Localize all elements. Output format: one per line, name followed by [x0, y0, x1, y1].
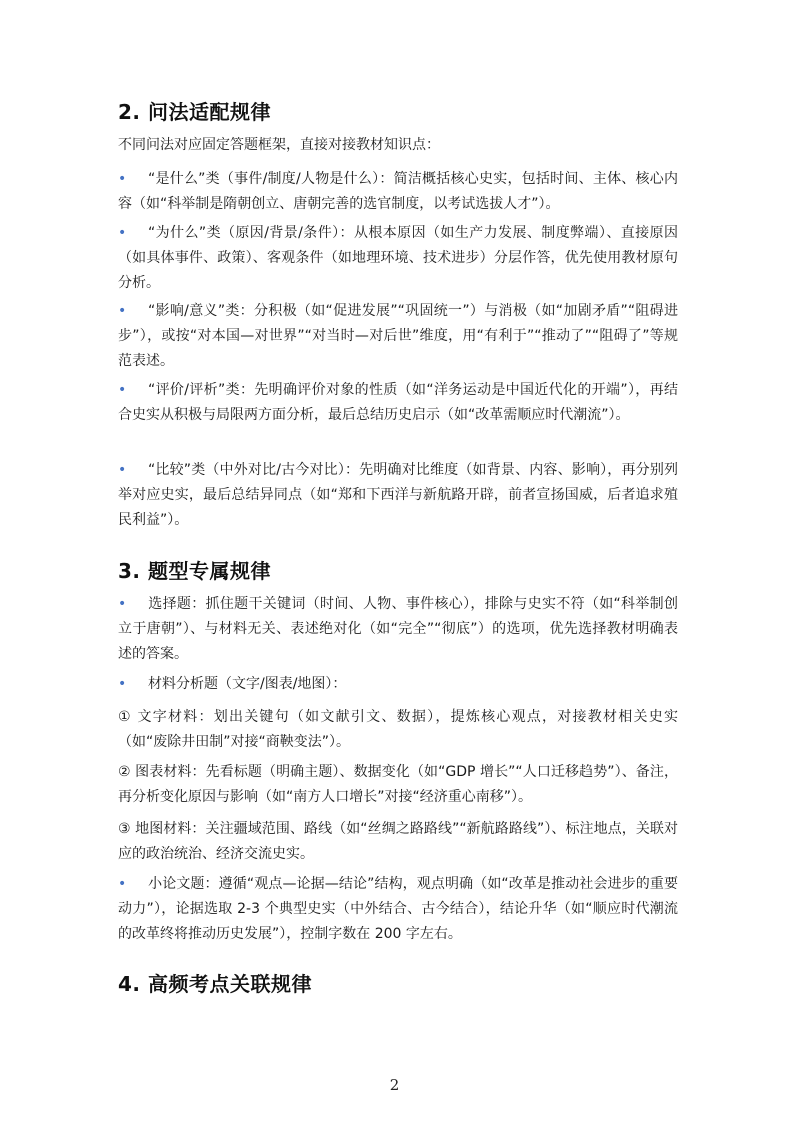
- bullet-icon: •: [118, 876, 127, 892]
- bullet-icon: •: [118, 382, 127, 398]
- section-heading-3: 3. 题型专属规律: [118, 559, 271, 583]
- list-item-text: “为什么”类（原因/背景/条件）：从根本原因（如生产力发展、制度弊端）、直接原因（如具体事件、政策）、客观条件（如地理环境、技术进步）分层作答，优先使用教材原句分析。: [118, 225, 678, 291]
- section-2-intro: 不同问法对应固定答题框架，直接对接教材知识点：: [118, 137, 440, 153]
- bullet-icon: •: [118, 171, 127, 187]
- list-item-text: 选择题：抓住题干关键词（时间、人物、事件核心），排除与史实不符（如“科举制创立于唐朝”）、与材料无关、表述绝对化（如“完全”“彻底”）的选项，优先选择教材明确表述的答案。: [118, 596, 678, 662]
- list-item-text: “是什么”类（事件/制度/人物是什么）：简洁概括核心史实，包括时间、主体、核心内容（如“科举制是隋朝创立、唐朝完善的选官制度，以考试选拔人才”）。: [118, 171, 678, 212]
- bullet-icon: •: [118, 596, 127, 612]
- page-number: 2: [389, 1076, 400, 1094]
- list-item-text: “影响/意义”类：分积极（如“促进发展”“巩固统一”）与消极（如“加剧矛盾”“阻碍进步”），或按“对本国—对世界”“对当时—对后世”维度，用“有利于”“推动了”“阻碍了”等规范表述。: [118, 303, 678, 369]
- bullet-icon: •: [118, 676, 127, 692]
- list-item-text: “评价/评析”类：先明确评价对象的性质（如“洋务运动是中国近代化的开端”），再结合史实从积极与局限两方面分析，最后总结历史启示（如“改革需顺应时代潮流”）。: [118, 382, 678, 423]
- bullet-icon: •: [118, 225, 127, 241]
- list-item: [118, 221, 678, 296]
- numbered-item: ① 文字材料：划出关键句（如文献引文、数据），提炼核心观点，对接教材相关史实（如“废除井田制”对接“商鞅变法”）。: [118, 709, 678, 750]
- list-item: [118, 378, 678, 428]
- numbered-item: ③ 地图材料：关注疆域范围、路线（如“丝绸之路路线”“新航路路线”）、标注地点，关联对应的政治统治、经济交流史实。: [118, 821, 678, 862]
- section-heading-4: 4. 高频考点关联规律: [118, 972, 312, 996]
- bullet-icon: •: [118, 462, 127, 478]
- list-item: [118, 672, 678, 697]
- list-item-text: 小论文题：遵循“观点—论据—结论”结构，观点明确（如“改革是推动社会进步的重要动力”），论据选取 2-3 个典型史实（中外结合、古今结合），结论升华（如“顺应时代潮流的改革终将推动历史发展”），控制字数在 200 字左右。: [118, 876, 678, 942]
- list-item: [118, 458, 678, 533]
- list-item: [118, 167, 678, 217]
- list-item: [118, 872, 678, 947]
- list-item-text: “比较”类（中外对比/古今对比）：先明确对比维度（如背景、内容、影响），再分别列举对应史实，最后总结异同点（如“郑和下西洋与新航路开辟，前者宣扬国威，后者追求殖民利益”）。: [118, 462, 678, 528]
- section-heading-2: 2. 问法适配规律: [118, 100, 271, 124]
- numbered-item: ② 图表材料：先看标题（明确主题）、数据变化（如“GDP 增长”“人口迁移趋势”）、备注，再分析变化原因与影响（如“南方人口增长”对接“经济重心南移”）。: [118, 764, 678, 805]
- list-item: [118, 299, 678, 374]
- list-item-text: 材料分析题（文字/图表/地图）：: [148, 676, 347, 692]
- bullet-icon: •: [118, 303, 127, 319]
- list-item: [118, 592, 678, 667]
